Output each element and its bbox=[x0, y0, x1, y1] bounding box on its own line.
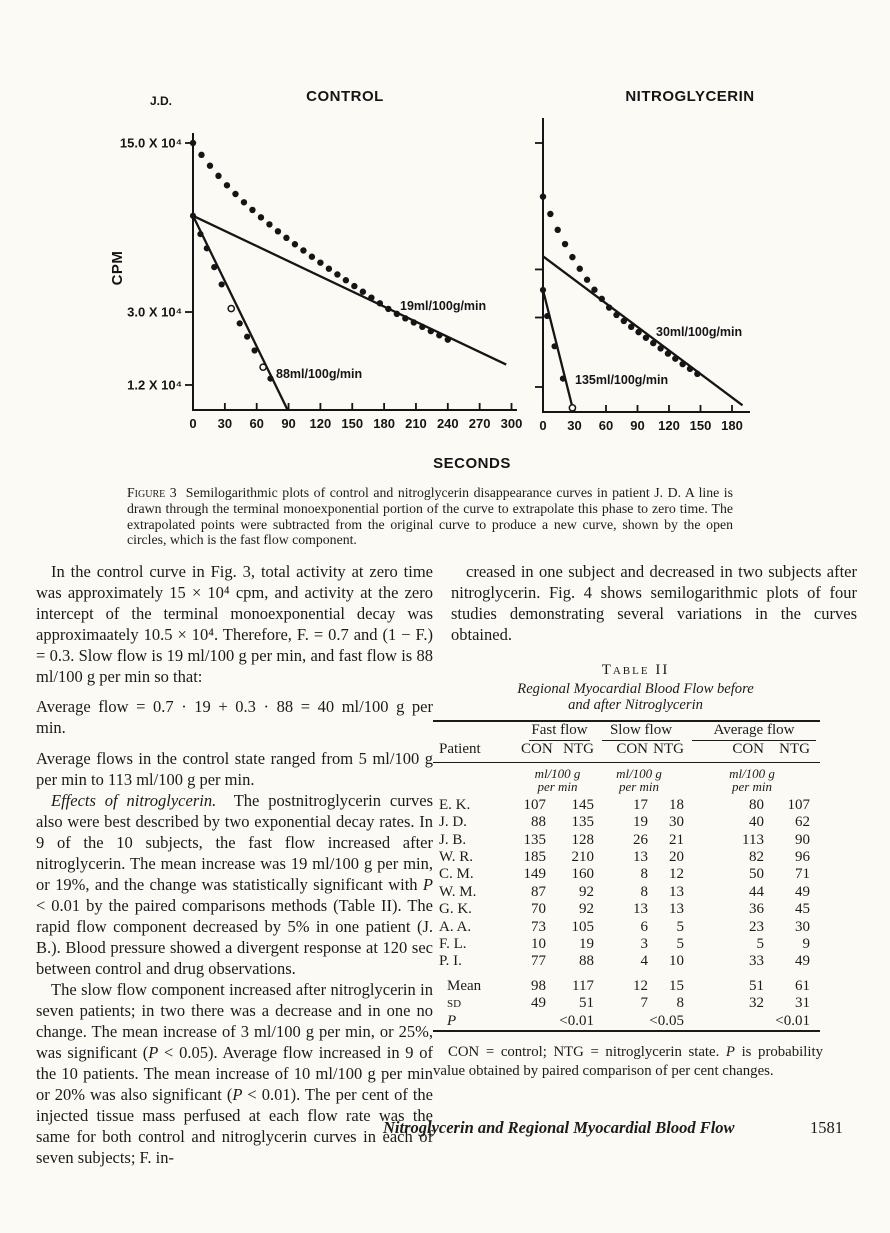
table-row: W. R. 185 210 13 20 82 96 bbox=[439, 849, 810, 866]
page-footer bbox=[383, 1118, 843, 1138]
body-paragraph bbox=[36, 561, 433, 687]
data-point bbox=[569, 254, 575, 260]
data-point bbox=[584, 277, 590, 283]
data-point bbox=[351, 283, 357, 289]
table-row: F. L. 10 19 3 5 5 9 bbox=[439, 936, 810, 953]
data-point bbox=[643, 335, 649, 341]
data-point bbox=[211, 264, 217, 270]
data-point bbox=[445, 336, 451, 342]
control-chart bbox=[120, 133, 522, 431]
data-point bbox=[540, 193, 546, 199]
slow-flow-rate-label-control: 19ml/100g/min bbox=[400, 299, 487, 313]
x-tick-label: 150 bbox=[341, 416, 364, 431]
body-paragraph bbox=[36, 790, 433, 979]
column-group: Fast flow bbox=[521, 721, 594, 741]
data-point bbox=[591, 287, 597, 293]
text-run: CON = control; NTG = nitroglycerin state. bbox=[448, 1044, 726, 1061]
data-point bbox=[672, 355, 678, 361]
data-point bbox=[606, 304, 612, 310]
fast-flow-rate-label-ntg: 135ml/100g/min bbox=[575, 373, 669, 387]
y-tick-label: 15.0 X 10⁴ bbox=[119, 135, 182, 151]
column-header: NTG bbox=[648, 741, 684, 762]
column-header: NTG bbox=[764, 741, 820, 762]
column-header: CON bbox=[521, 741, 546, 762]
data-point bbox=[547, 211, 553, 217]
data-point bbox=[309, 254, 315, 260]
data-point bbox=[326, 266, 332, 272]
x-tick-label: 120 bbox=[309, 416, 332, 431]
x-tick-label: 60 bbox=[598, 418, 614, 433]
running-title: Nitroglycerin and Regional Myocardial Blood Flow bbox=[383, 1118, 735, 1137]
x-tick-label: 180 bbox=[373, 416, 395, 431]
x-tick-label: 30 bbox=[217, 416, 233, 431]
x-tick-label: 0 bbox=[189, 416, 197, 431]
text-run: The postnitroglycerin curves also were best described by two exponential decay rates. In 9 of the 10 subjects, the fast flow increased after nitroglycerin. The mean increase was 19 ml/100 g per min, or 19%, and the change was statistically significant with bbox=[36, 791, 433, 894]
table-label: Table II bbox=[601, 662, 670, 678]
summary-row: Mean 98 117 12 15 51 61 bbox=[447, 977, 810, 994]
data-point bbox=[224, 182, 230, 188]
data-point bbox=[275, 228, 281, 234]
units-row: ml/100 g per min ml/100 g per min ml/100 g per min bbox=[534, 765, 775, 795]
body-paragraph bbox=[36, 979, 433, 1168]
data-point bbox=[267, 376, 273, 382]
data-point bbox=[204, 245, 210, 251]
fast-flow-rate-label-control: 88ml/100g/min bbox=[276, 367, 363, 381]
data-point bbox=[300, 247, 306, 253]
data-point bbox=[560, 376, 566, 382]
data-point bbox=[540, 287, 546, 293]
column-header: CON bbox=[594, 741, 648, 762]
data-point bbox=[679, 361, 685, 367]
y-axis-label: CPM bbox=[109, 250, 126, 286]
table-row: J. B. 135 128 26 21 113 90 bbox=[439, 831, 810, 848]
text-run: is probability value obtained by paired comparison of per cent changes. bbox=[433, 1044, 823, 1080]
slow-flow-rate-label-ntg: 30ml/100g/min bbox=[656, 325, 743, 339]
column-header: NTG bbox=[546, 741, 594, 762]
data-point bbox=[628, 324, 634, 330]
data-point bbox=[343, 277, 349, 283]
data-point bbox=[215, 173, 221, 179]
x-tick-label: 90 bbox=[281, 416, 296, 431]
data-point bbox=[232, 191, 238, 197]
data-point bbox=[251, 347, 257, 353]
data-point bbox=[562, 241, 568, 247]
chart-axis bbox=[543, 118, 750, 412]
data-point bbox=[317, 259, 323, 265]
data-point bbox=[334, 271, 340, 277]
summary-row: sd 49 51 7 8 32 31 bbox=[447, 995, 810, 1012]
table-subtitle: Regional Myocardial Blood Flow before bbox=[517, 681, 754, 697]
data-point bbox=[613, 312, 619, 318]
blood-flow-table bbox=[433, 720, 820, 1032]
table-row: E. K. 107 145 17 18 80 107 bbox=[439, 796, 810, 813]
text-run: P bbox=[148, 1043, 159, 1062]
text-run: < 0.01 by the paired comparisons methods (Table II). The rapid flow component decreased by 5% in one patient (J. B.). Blood pressure showed a divergent response at 120 sec between control and drug observations. bbox=[36, 896, 433, 978]
table-row: A. A. 73 105 6 5 23 30 bbox=[439, 918, 810, 935]
data-point bbox=[377, 300, 383, 306]
data-point bbox=[402, 315, 408, 321]
table-row: P. I. 77 88 4 10 33 49 bbox=[439, 953, 810, 970]
data-point bbox=[694, 371, 700, 377]
x-tick-label: 210 bbox=[405, 416, 427, 431]
data-point bbox=[244, 334, 250, 340]
text-run: The slow flow component increased after nitroglycerin in seven patients; in two there was a decrease and in one no change. The mean increase of 3 ml/100 g per min, or 25%, was significant ( bbox=[36, 980, 433, 1062]
right-text-column bbox=[433, 561, 857, 1081]
spacer-row bbox=[433, 971, 820, 978]
data-point bbox=[258, 214, 264, 220]
table-row: J. D. 88 135 19 30 40 62 bbox=[439, 814, 810, 831]
text-run: Semilogarithmic plots of control and nitroglycerin disappearance curves in patient J. D. A line is drawn through the terminal monoexponential portion of the curve to extrapolate this phase to zero time. The extrapolated points were subtracted from the original curve to produce a new curve, shown by the open circles, which is the fast flow component. bbox=[127, 485, 734, 548]
data-point bbox=[237, 320, 243, 326]
y-tick-label: 3.0 X 10⁴ bbox=[127, 304, 182, 320]
x-tick-label: 240 bbox=[436, 416, 459, 431]
data-point bbox=[419, 324, 425, 330]
figure-3-charts bbox=[0, 0, 890, 478]
x-tick-label: 300 bbox=[500, 416, 523, 431]
data-point bbox=[665, 350, 671, 356]
left-text-column bbox=[36, 561, 433, 1168]
patient-id-label: J.D. bbox=[149, 94, 173, 108]
y-tick-label: 1.2 X 10⁴ bbox=[127, 377, 182, 393]
column-group: Average flow bbox=[684, 721, 820, 741]
data-point bbox=[551, 343, 557, 349]
text-run: < 0.05). Average flow increased in 9 of the 10 patients. The mean increase of 10 ml/100 g per min or 20% was also significant ( bbox=[36, 1043, 433, 1104]
column-header: Patient bbox=[433, 741, 521, 762]
data-point bbox=[555, 227, 561, 233]
data-point bbox=[436, 332, 442, 338]
data-point bbox=[190, 140, 196, 146]
data-point bbox=[599, 296, 605, 302]
data-point bbox=[219, 281, 225, 287]
text-run: Effects of nitroglycerin. bbox=[51, 791, 217, 810]
x-tick-label: 30 bbox=[567, 418, 582, 433]
data-point bbox=[687, 366, 693, 372]
fit-line bbox=[193, 216, 506, 365]
x-tick-label: 90 bbox=[630, 418, 645, 433]
data-point bbox=[190, 213, 196, 219]
table-footnote bbox=[433, 1043, 823, 1081]
body-paragraph bbox=[36, 748, 433, 790]
data-point bbox=[207, 163, 213, 169]
text-run: P bbox=[422, 875, 433, 894]
x-tick-label: 120 bbox=[658, 418, 680, 433]
data-point bbox=[266, 221, 272, 227]
text-run: P bbox=[232, 1085, 243, 1104]
group-header-row bbox=[433, 721, 820, 741]
table-2-section bbox=[433, 660, 823, 1081]
fit-line bbox=[193, 216, 288, 410]
x-tick-label: 0 bbox=[539, 418, 547, 433]
text-run: Average flows in the control state ranged from 5 ml/100 g per min to 113 ml/100 g per min. bbox=[36, 749, 433, 789]
column-header: CON bbox=[684, 741, 764, 762]
summary-row: P <0.01 <0.05 <0.01 bbox=[447, 1012, 810, 1029]
x-tick-label: 150 bbox=[689, 418, 712, 433]
data-point bbox=[650, 340, 656, 346]
table-subtitle: and after Nitroglycerin bbox=[568, 697, 703, 713]
left-chart-title: CONTROL bbox=[306, 88, 384, 105]
text-run: < 0.01). The per cent of the injected tissue mass perfused at each flow rate was the same for both control and nitroglycerin curves in each of seven subjects; F. in- bbox=[36, 1085, 433, 1167]
column-group: Slow flow bbox=[594, 721, 684, 741]
data-point bbox=[283, 235, 289, 241]
data-point bbox=[368, 294, 374, 300]
data-point bbox=[292, 241, 298, 247]
body-paragraph bbox=[451, 561, 857, 645]
data-point bbox=[621, 318, 627, 324]
data-point bbox=[411, 319, 417, 325]
data-point bbox=[657, 345, 663, 351]
table-row: G. K. 70 92 13 13 36 45 bbox=[439, 901, 810, 918]
figure-caption bbox=[127, 485, 733, 548]
data-point bbox=[385, 306, 391, 312]
table-row: W. M. 87 92 8 13 44 49 bbox=[439, 883, 810, 900]
text-run: Figure 3 bbox=[127, 485, 177, 500]
equation bbox=[36, 696, 433, 738]
data-point bbox=[360, 289, 366, 295]
text-run: Average flow = 0.7 · 19 + 0.3 · 88 = 40 ml/100 g per min. bbox=[36, 697, 433, 737]
data-point bbox=[544, 313, 550, 319]
data-point bbox=[635, 329, 641, 335]
table-row: C. M. 149 160 8 12 50 71 bbox=[439, 866, 810, 883]
fit-line bbox=[543, 290, 574, 412]
open-data-point bbox=[260, 364, 266, 370]
data-point bbox=[428, 328, 434, 334]
text-run: In the control curve in Fig. 3, total activity at zero time was approximately 15 × 10⁴ cpm, and activity at the zero intercept of the terminal monoexponential decay was approximaately 10.5 × 10⁴. Therefore, F. = 0.7 and (1 − F.) = 0.3. Slow flow is 19 ml/100 g per min, and fast flow is 88 ml/100 g per min so that: bbox=[36, 562, 433, 686]
subheader-row bbox=[433, 741, 820, 762]
data-point bbox=[197, 231, 203, 237]
x-axis-label: SECONDS bbox=[433, 455, 511, 472]
data-point bbox=[198, 152, 204, 158]
text-run: P bbox=[725, 1044, 735, 1061]
x-tick-label: 60 bbox=[249, 416, 264, 431]
text-run: creased in one subject and decreased in two subjects after nitroglycerin. Fig. 4 shows semilogarithmic plots of four studies demonstrating several variations in the curves obtained. bbox=[451, 562, 857, 644]
x-tick-label: 270 bbox=[468, 416, 491, 431]
data-point bbox=[249, 207, 255, 213]
data-point bbox=[241, 199, 247, 205]
x-tick-label: 180 bbox=[721, 418, 743, 433]
right-chart-title: NITROGLYCERIN bbox=[625, 88, 755, 105]
open-data-point bbox=[228, 305, 234, 311]
open-data-point bbox=[569, 405, 575, 411]
data-point bbox=[577, 266, 583, 272]
page-number: 1581 bbox=[810, 1118, 843, 1137]
